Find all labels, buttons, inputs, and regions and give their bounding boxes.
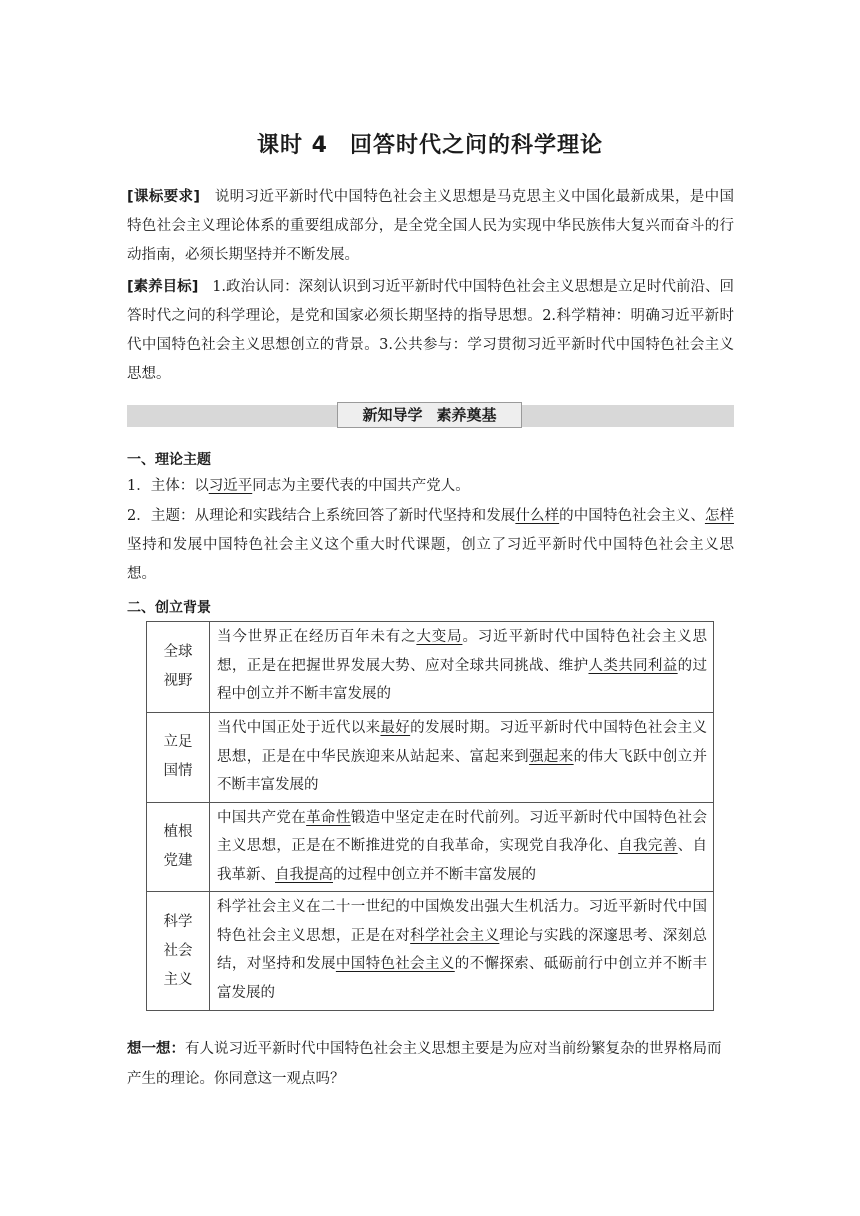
curriculum-requirement	[127, 183, 734, 270]
item2-text-1: 2．主题：从理论和实践结合上系统回答了新时代坚持和发展	[127, 508, 516, 524]
goal-text: 1.政治认同：深刻认识到习近平新时代中国特色社会主义思想是立足时代前沿、回答时代之问的科学理论，是党和国家必须长期坚持的指导思想。2.科学精神：明确习近平新时代中国特色社会主义思想创立的背景。3.公共参与：学习贯彻习近平新时代中国特色社会主义思想。	[127, 279, 734, 382]
item2-text-2: 的中国特色社会主义、	[559, 508, 705, 524]
requirement-text: 说明习近平新时代中国特色社会主义思想是马克思主义中国化最新成果，是中国特色社会主义理论体系的重要组成部分，是全党全国人民为实现中华民族伟大复兴而奋斗的行动指南，必须长期坚持并不断发展。	[127, 189, 734, 263]
think-question	[127, 1034, 734, 1094]
lesson-number: 课时 4	[257, 133, 328, 158]
item2-blank-1: 什么样	[515, 508, 560, 524]
row-label: 立足 国情	[147, 713, 210, 803]
row-content: 当代中国正处于近代以来最好的发展时期。习近平新时代中国特色社会主义思想，正是在中华民族迎来从站起来、富起来到强起来的伟大飞跃中创立并不断丰富发展的	[210, 713, 714, 803]
row-content: 科学社会主义在二十一世纪的中国焕发出强大生机活力。习近平新时代中国特色社会主义思想，正是在对科学社会主义理论与实践的深邃思考、深刻总结，对坚持和发展中国特色社会主义的不懈探索、砥砺前行中创立并不断丰富发展的	[210, 892, 714, 1011]
section-banner	[337, 402, 522, 428]
requirement-tag: [课标要求]	[127, 189, 200, 205]
lesson-name: 回答时代之问的科学理论	[349, 133, 603, 158]
background-table	[146, 621, 714, 1011]
literacy-goals	[127, 273, 734, 389]
goal-tag: [素养目标]	[127, 279, 199, 295]
section1-item2	[127, 502, 734, 589]
think-tag: 想一想：	[127, 1041, 185, 1057]
page-title	[0, 128, 860, 159]
item2-blank-2: 怎样	[704, 508, 735, 524]
item1-suffix: 同志为主要代表的中国共产党人。	[252, 478, 470, 494]
banner-right: 素养奠基	[436, 406, 497, 424]
table-row	[147, 802, 714, 892]
row-label: 全球 视野	[147, 622, 210, 713]
section1-heading: 一、理论主题	[127, 452, 211, 468]
section1-item1	[127, 472, 734, 501]
table-row	[147, 892, 714, 1011]
section2-heading: 二、创立背景	[127, 600, 211, 616]
row-content: 中国共产党在革命性锻造中坚定走在时代前列。习近平新时代中国特色社会主义思想，正是在不断推进党的自我革命，实现党自我净化、自我完善、自我革新、自我提高的过程中创立并不断丰富发展的	[210, 802, 714, 892]
table-row	[147, 713, 714, 803]
row-label: 科学 社会 主义	[147, 892, 210, 1011]
item2-text-3: 坚持和发展中国特色社会主义这个重大时代课题，创立了习近平新时代中国特色社会主义思想。	[127, 537, 734, 582]
banner-left: 新知导学	[362, 406, 423, 424]
row-label: 植根 党建	[147, 802, 210, 892]
item1-blank: 习近平	[208, 478, 253, 494]
think-text: 有人说习近平新时代中国特色社会主义思想主要是为应对当前纷繁复杂的世界格局而产生的理论。你同意这一观点吗？	[127, 1041, 722, 1087]
table-row	[147, 622, 714, 713]
row-content: 当今世界正在经历百年未有之大变局。习近平新时代中国特色社会主义思想，正是在把握世界发展大势、应对全球共同挑战、维护人类共同利益的过程中创立并不断丰富发展的	[210, 622, 714, 713]
item1-prefix: 1．主体：以	[127, 478, 209, 494]
